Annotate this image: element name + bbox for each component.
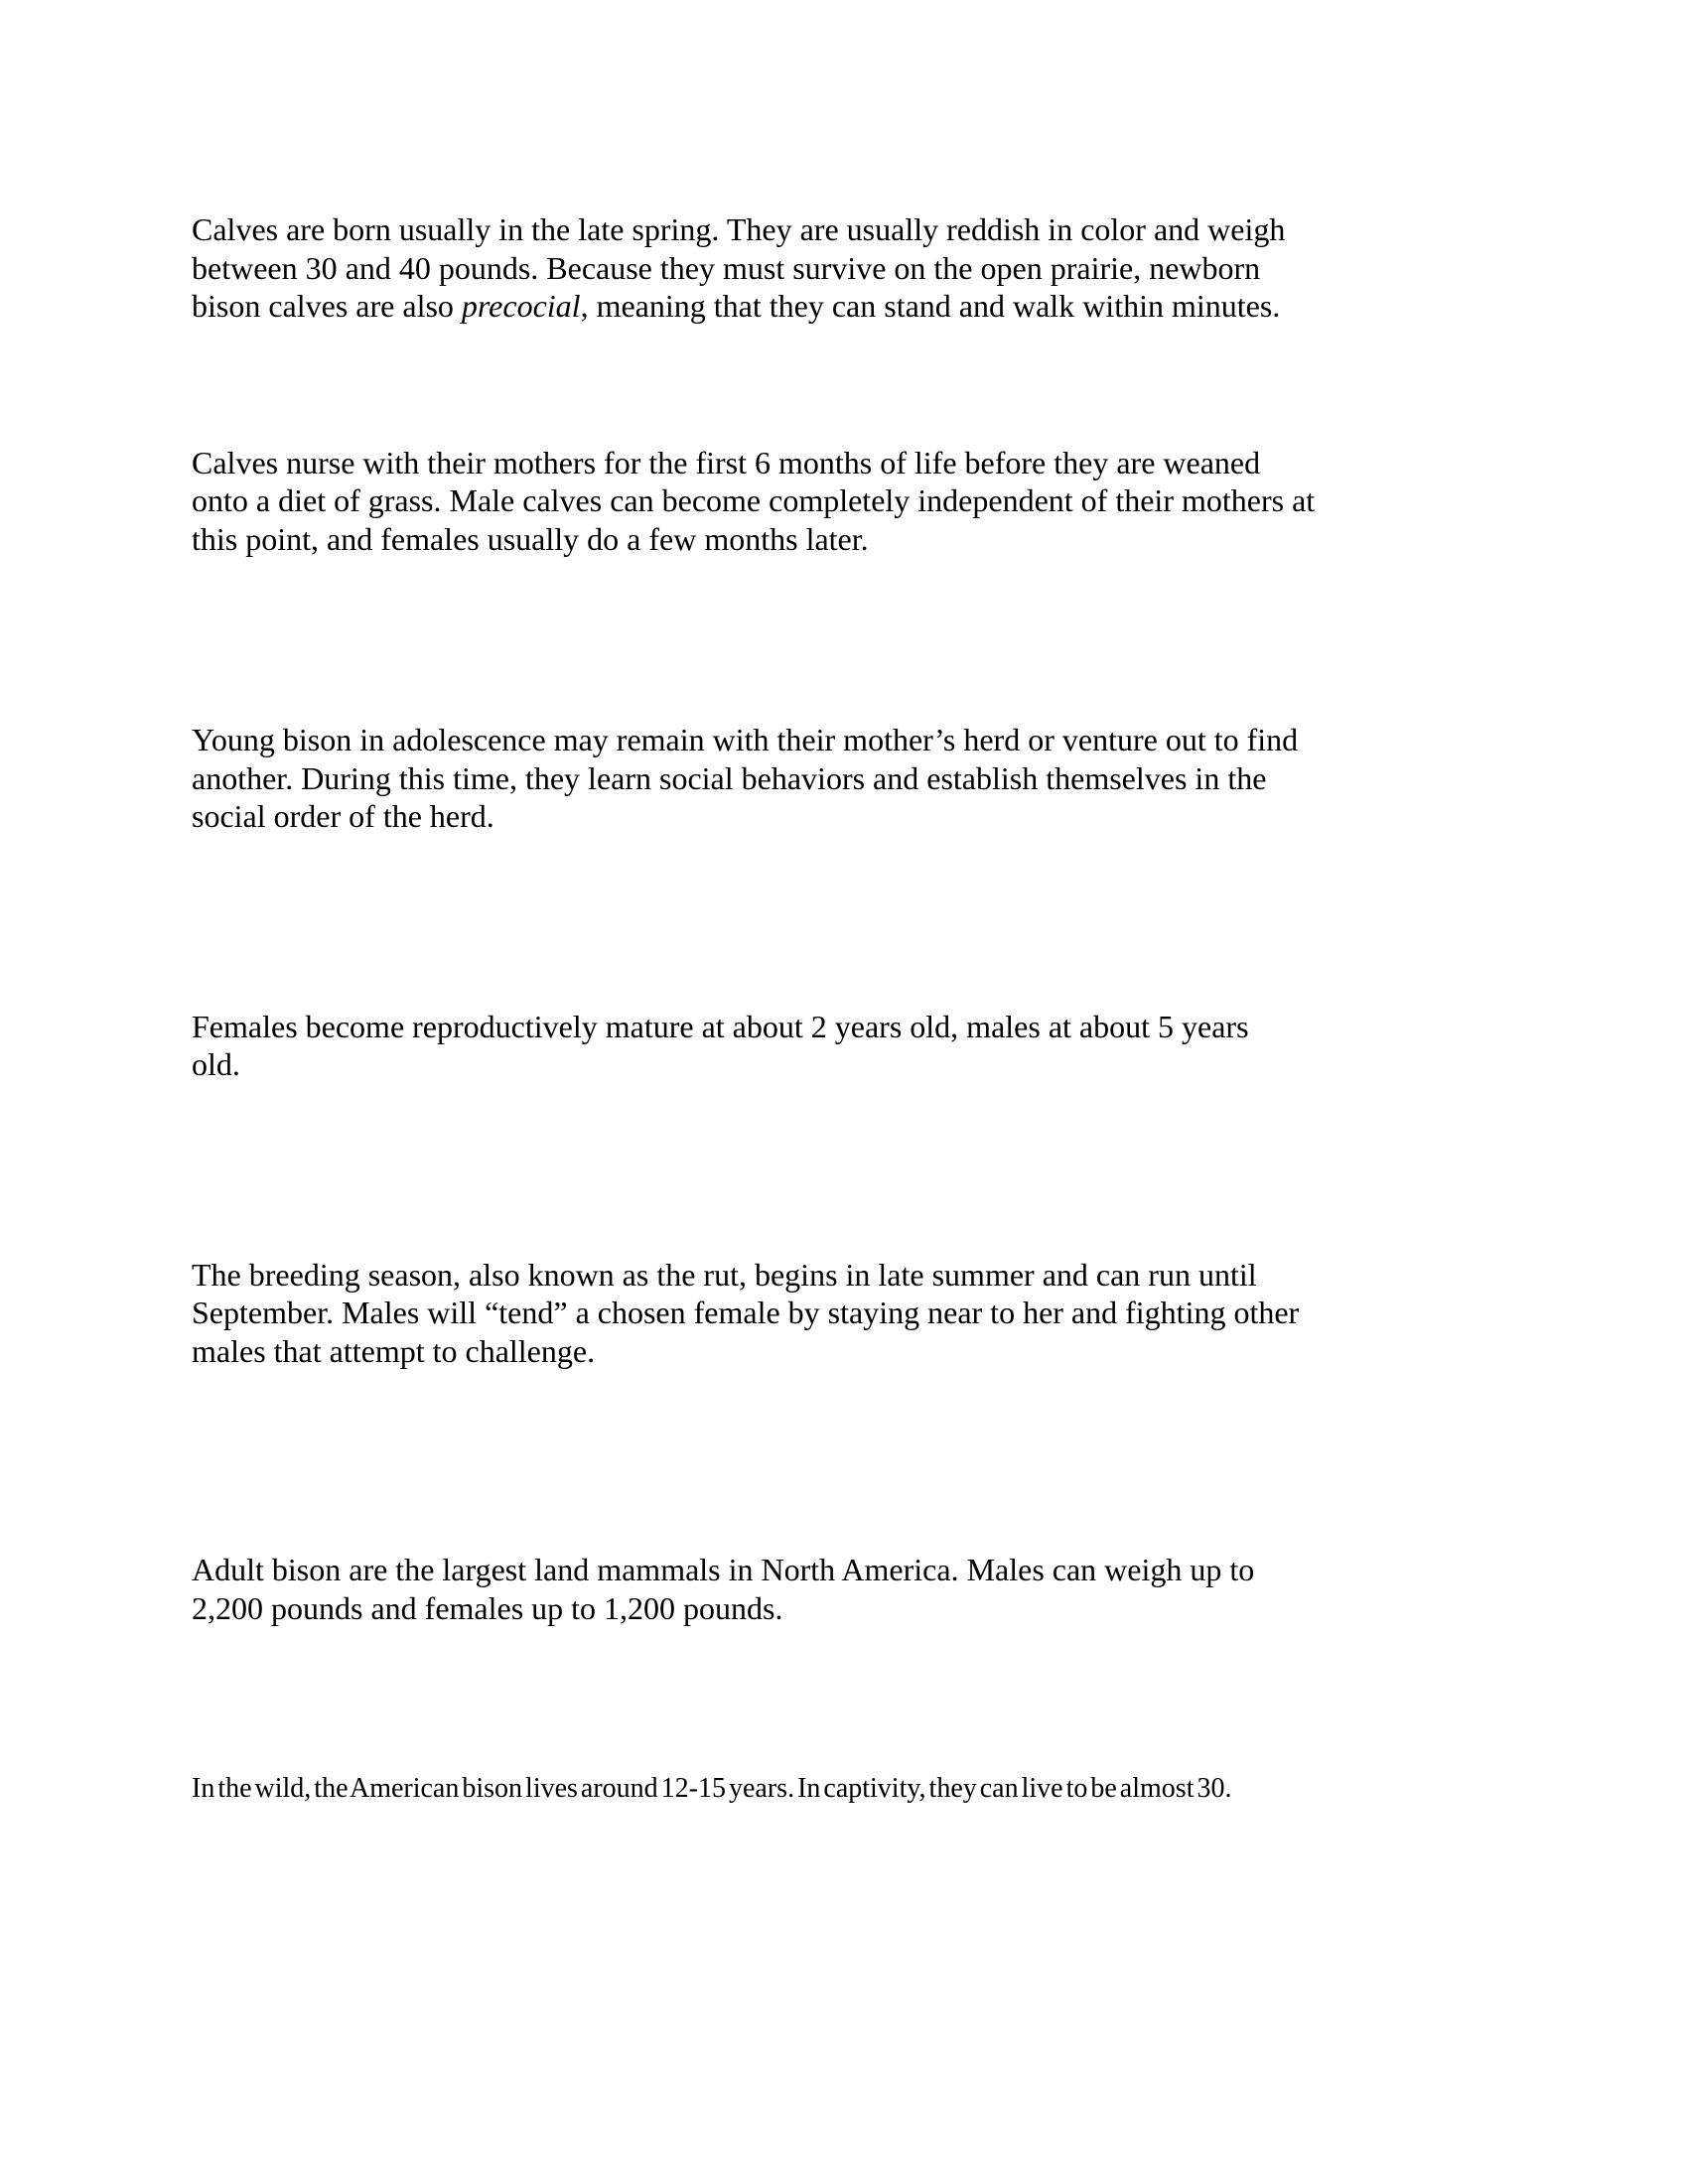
text-run: another. During this time, they learn social behaviors and establish themselves in the xyxy=(192,759,1267,796)
text-run: onto a diet of grass. Male calves can become completely independent of their mothers at xyxy=(192,482,1316,518)
text-run: Females become reproductively mature at about 2 years old, males at about 5 years xyxy=(192,1008,1249,1044)
text-run: , meaning that they can stand and walk within minutes. xyxy=(580,288,1281,324)
paragraph-adolescence xyxy=(192,721,1529,836)
paragraph-breeding-season xyxy=(192,1256,1529,1371)
paragraph-adult-size xyxy=(192,1551,1529,1627)
text-run: Young bison in adolescence may remain with their mother’s herd or venture out to find xyxy=(192,722,1299,757)
paragraph-lifespan xyxy=(192,1771,1529,1807)
paragraph-calf-nursing xyxy=(192,444,1529,559)
text-run: September. Males will “tend” a chosen female by staying near to her and fighting other xyxy=(192,1295,1300,1330)
italic-term: precocial xyxy=(461,288,581,324)
text-run: In the wild, the American bison lives around 12-15 years. In captivity, they can live to be almost 30. xyxy=(192,1773,1232,1804)
text-run: The breeding season, also known as the rut, begins in late summer and can run until xyxy=(192,1256,1257,1293)
text-run: Calves nurse with their mothers for the first 6 months of life before they are weaned xyxy=(192,444,1261,480)
text-run: Calves are born usually in the late spring. They are usually reddish in color and weigh xyxy=(192,211,1286,247)
text-run: between 30 and 40 pounds. Because they must survive on the open prairie, newborn xyxy=(192,249,1261,286)
text-run: males that attempt to challenge. xyxy=(192,1332,596,1369)
paragraph-calf-birth xyxy=(192,210,1529,326)
text-run: social order of the herd. xyxy=(192,798,494,834)
text-run: 2,200 pounds and females up to 1,200 pounds. xyxy=(192,1589,783,1626)
text-run: old. xyxy=(192,1046,240,1082)
text-run: bison calves are also xyxy=(192,288,462,324)
text-run: this point, and females usually do a few months later. xyxy=(192,520,869,557)
text-run: Adult bison are the largest land mammals in North America. Males can weigh up to xyxy=(192,1552,1255,1587)
paragraph-reproductive-maturity xyxy=(192,1008,1529,1084)
